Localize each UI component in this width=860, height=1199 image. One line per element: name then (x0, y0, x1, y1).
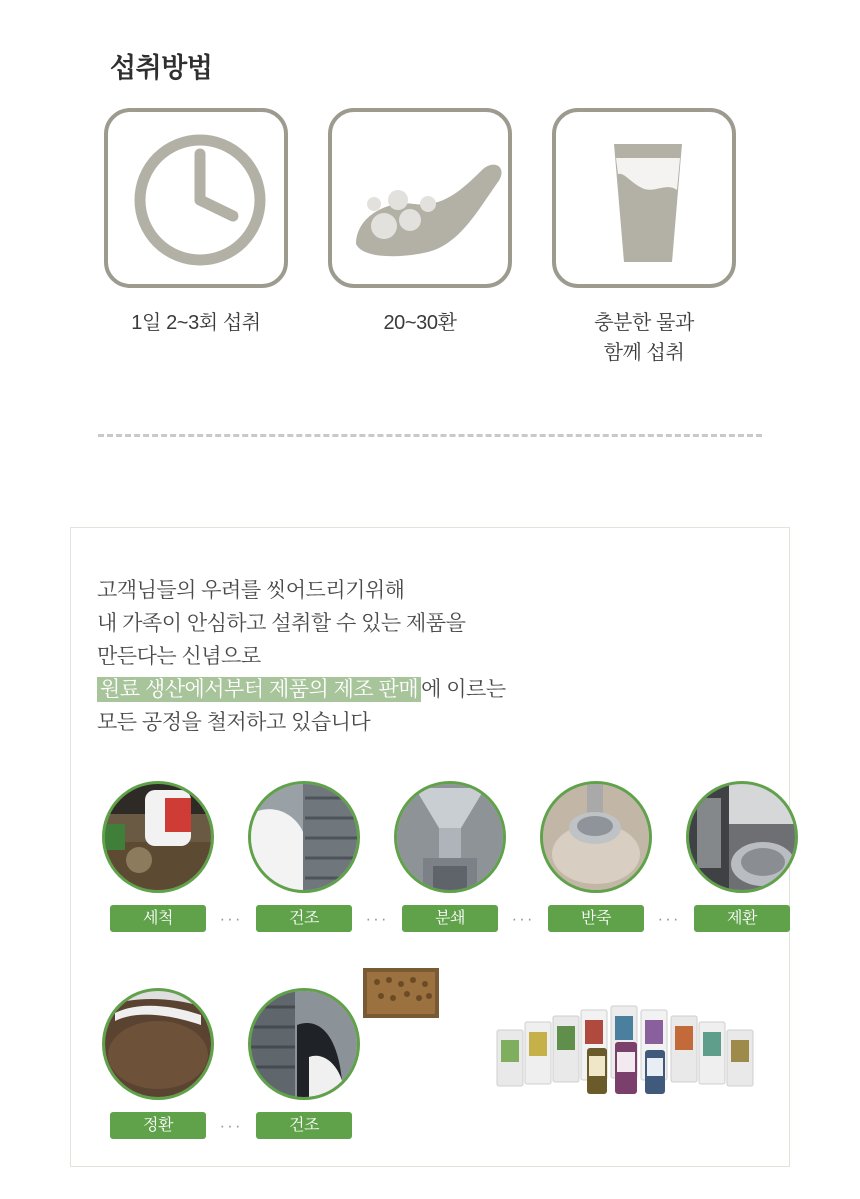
intake-card-water (552, 108, 736, 368)
intake-card-caption: 1일 2~3회 섭취 (131, 312, 261, 334)
finished-products-photo (491, 996, 761, 1106)
step-label: 분쇄 (402, 905, 498, 932)
caption-line-2: 함께 섭취 (603, 342, 685, 364)
icon-frame (328, 108, 512, 288)
tray-closeup-photo (361, 966, 441, 1020)
manufacturing-process-section (70, 527, 790, 1167)
copy-line-1: 고객님들의 우려를 씻어드리기위해 (97, 579, 405, 602)
process-step-pelletizing (683, 781, 801, 932)
copy-line-4 (97, 673, 506, 706)
copy-line-3: 만든다는 신념으로 (97, 645, 261, 668)
refining-photo (102, 988, 214, 1100)
process-step-drying (245, 781, 363, 932)
drying2-photo (248, 988, 360, 1100)
kneading-photo (540, 781, 652, 893)
step-separator: ··· (219, 1116, 243, 1135)
step-label: 제환 (694, 905, 790, 932)
clock-icon (108, 279, 288, 288)
grinding-photo (394, 781, 506, 893)
step-label: 반죽 (548, 905, 644, 932)
step-separator: ··· (219, 909, 243, 928)
washing-photo (102, 781, 214, 893)
step-label: 정환 (110, 1112, 206, 1139)
step-label: 세척 (110, 905, 206, 932)
highlighted-text: 원료 생산에서부터 제품의 제조 판매 (97, 677, 421, 702)
process-step-washing (99, 781, 217, 932)
pelletizing-photo (686, 781, 798, 893)
process-steps-row-2 (99, 988, 363, 1139)
intake-card-dose (328, 108, 512, 368)
icon-frame (552, 108, 736, 288)
icon-frame (104, 108, 288, 288)
process-step-refining (99, 988, 217, 1139)
step-separator: ··· (511, 909, 535, 928)
process-step-kneading (537, 781, 655, 932)
step-label: 건조 (256, 1112, 352, 1139)
process-description (97, 574, 506, 739)
page-title: 섭취방법 (110, 53, 213, 83)
step-label: 건조 (256, 905, 352, 932)
step-separator: ··· (365, 909, 389, 928)
intake-card-frequency (104, 108, 288, 368)
intake-card-caption: 20~30환 (383, 312, 457, 334)
copy-line-4-rest: 에 이르는 (421, 678, 506, 701)
copy-line-5: 모든 공정을 철저하고 있습니다 (97, 711, 371, 734)
step-separator: ··· (657, 909, 681, 928)
copy-line-2: 내 가족이 안심하고 설취할 수 있는 제품을 (97, 612, 466, 635)
spoon-pills-icon (332, 279, 512, 288)
water-glass-icon (556, 279, 736, 288)
process-steps-row-1 (99, 781, 801, 932)
caption-line-1: 충분한 물과 (594, 312, 694, 334)
intake-card-list (104, 108, 736, 368)
intake-card-caption (594, 308, 694, 368)
process-step-grinding (391, 781, 509, 932)
process-step-drying-2 (245, 988, 363, 1139)
drying-photo (248, 781, 360, 893)
section-divider (98, 434, 762, 437)
